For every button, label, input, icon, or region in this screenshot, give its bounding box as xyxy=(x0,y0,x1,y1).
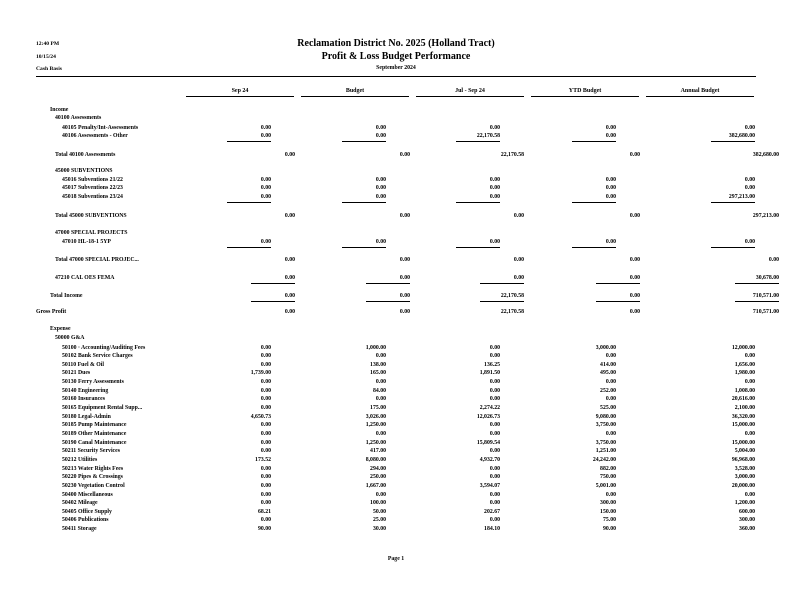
cell-value: 525.00 xyxy=(600,405,616,411)
row-label: 50230 Vegetation Control xyxy=(62,483,125,489)
cell-value: 0.00 xyxy=(260,133,271,139)
cell-value: 22,170.58 xyxy=(500,293,524,299)
cell-value: 0.00 xyxy=(260,440,271,446)
cell-value: 138.00 xyxy=(370,362,386,368)
subtotal-underline xyxy=(735,301,779,302)
row-label: Expense xyxy=(50,326,71,332)
cell-value: 0.00 xyxy=(489,500,500,506)
cell-value: 0.00 xyxy=(605,353,616,359)
cell-value: 4,650.73 xyxy=(250,414,271,420)
cell-value: 0.00 xyxy=(489,353,500,359)
subtotal-underline xyxy=(227,247,271,248)
cell-value: 36,320.00 xyxy=(731,414,755,420)
cell-value: 0.00 xyxy=(489,194,500,200)
cell-value: 1,250.00 xyxy=(365,422,386,428)
cell-value: 710,571.00 xyxy=(752,293,779,299)
cell-value: 0.00 xyxy=(489,431,500,437)
table-row xyxy=(0,274,792,282)
cell-value: 100.00 xyxy=(370,500,386,506)
cell-value: 175.00 xyxy=(370,405,386,411)
table-row xyxy=(0,430,792,438)
cell-value: 12,026.73 xyxy=(476,414,500,420)
row-label: 50165 Equipment Rental Supp... xyxy=(62,405,143,411)
cell-value: 15,809.54 xyxy=(476,440,500,446)
row-label: 47000 SPECIAL PROJECTS xyxy=(55,230,128,236)
cell-value: 3,750.00 xyxy=(595,440,616,446)
cell-value: 0.00 xyxy=(375,353,386,359)
row-label: 40106 Assessments - Other xyxy=(62,133,128,139)
cell-value: 22,170.58 xyxy=(500,152,524,158)
cell-value: 294.00 xyxy=(370,466,386,472)
cell-value: 0.00 xyxy=(284,275,295,281)
row-label: 40100 Assessments xyxy=(55,115,102,121)
subtotal-underline xyxy=(480,283,524,284)
subtotal-underline xyxy=(480,301,524,302)
cell-value: 0.00 xyxy=(489,492,500,498)
cell-value: 0.00 xyxy=(284,293,295,299)
cell-value: 0.00 xyxy=(605,396,616,402)
cell-value: 0.00 xyxy=(399,293,410,299)
subtotal-underline xyxy=(572,141,616,142)
cell-value: 0.00 xyxy=(629,257,640,263)
cell-value: 2,274.22 xyxy=(479,405,500,411)
cell-value: 1,000.00 xyxy=(365,345,386,351)
cell-value: 0.00 xyxy=(489,517,500,523)
table-row xyxy=(0,184,792,192)
row-label: 50110 Fuel & Oil xyxy=(62,362,105,368)
cell-value: 600.00 xyxy=(739,509,755,515)
row-label: 50185 Pump Maintenance xyxy=(62,422,127,428)
subtotal-underline xyxy=(572,202,616,203)
cell-value: 5,004.00 xyxy=(734,448,755,454)
cell-value: 1,980.00 xyxy=(734,370,755,376)
cell-value: 0.00 xyxy=(489,177,500,183)
cell-value: 184.10 xyxy=(484,526,500,532)
cell-value: 0.00 xyxy=(260,405,271,411)
row-label: 50140 Engineering xyxy=(62,388,109,394)
cell-value: 15,000.00 xyxy=(731,440,755,446)
cell-value: 165.00 xyxy=(370,370,386,376)
cell-value: 0.00 xyxy=(284,257,295,263)
subtotal-underline xyxy=(342,141,386,142)
subtotal-underline xyxy=(456,247,500,248)
cell-value: 297,213.00 xyxy=(752,213,779,219)
column-header: Budget xyxy=(301,88,409,97)
row-label: 40105 Penalty/Int-Assessments xyxy=(62,125,139,131)
cell-value: 382,680.00 xyxy=(752,152,779,158)
table-row xyxy=(0,395,792,403)
cell-value: 0.00 xyxy=(605,185,616,191)
row-label: 47010 HL-18-1 5YP xyxy=(62,239,111,245)
cell-value: 0.00 xyxy=(399,309,410,315)
table-row xyxy=(0,456,792,464)
row-label: 50211 Security Services xyxy=(62,448,120,454)
table-row xyxy=(0,308,792,316)
cell-value: 0.00 xyxy=(260,396,271,402)
table-row xyxy=(0,516,792,524)
row-label: 50220 Pipes & Crossings xyxy=(62,474,123,480)
cell-value: 75.00 xyxy=(602,517,616,523)
row-label: 45018 Subventions 23/24 xyxy=(62,194,123,200)
cell-value: 9,080.00 xyxy=(595,414,616,420)
cell-value: 0.00 xyxy=(489,239,500,245)
cell-value: 0.00 xyxy=(744,492,755,498)
section-heading xyxy=(0,114,792,122)
cell-value: 20,616.00 xyxy=(731,396,755,402)
cell-value: 0.00 xyxy=(629,152,640,158)
table-row xyxy=(0,482,792,490)
cell-value: 750.00 xyxy=(600,474,616,480)
row-label: 50406 Publications xyxy=(62,517,109,523)
row-label: 45000 SUBVENTIONS xyxy=(55,168,113,174)
cell-value: 0.00 xyxy=(399,257,410,263)
cell-value: 360.00 xyxy=(739,526,755,532)
table-row xyxy=(0,176,792,184)
cell-value: 0.00 xyxy=(260,177,271,183)
cell-value: 0.00 xyxy=(605,431,616,437)
subtotal-underline xyxy=(227,202,271,203)
row-label: 50121 Dues xyxy=(62,370,91,376)
table-row xyxy=(0,439,792,447)
cell-value: 0.00 xyxy=(260,353,271,359)
cell-value: 710,571.00 xyxy=(752,309,779,315)
cell-value: 68.21 xyxy=(257,509,271,515)
cell-value: 382,680.00 xyxy=(728,133,755,139)
cell-value: 1,250.00 xyxy=(365,440,386,446)
cell-value: 0.00 xyxy=(260,388,271,394)
cell-value: 250.00 xyxy=(370,474,386,480)
cell-value: 136.25 xyxy=(484,362,500,368)
row-label: Total 45000 SUBVENTIONS xyxy=(55,213,127,219)
cell-value: 0.00 xyxy=(629,213,640,219)
table-row xyxy=(0,404,792,412)
cell-value: 15,000.00 xyxy=(731,422,755,428)
cell-value: 0.00 xyxy=(284,213,295,219)
cell-value: 0.00 xyxy=(605,492,616,498)
cell-value: 1,656.00 xyxy=(734,362,755,368)
cell-value: 173.52 xyxy=(255,457,271,463)
subtotal-underline xyxy=(596,301,640,302)
row-label: 50189 Other Maintenance xyxy=(62,431,127,437)
cell-value: 0.00 xyxy=(489,422,500,428)
cell-value: 0.00 xyxy=(260,466,271,472)
cell-value: 96,968.00 xyxy=(731,457,755,463)
cell-value: 3,750.00 xyxy=(595,422,616,428)
row-label: 50213 Water Rights Fees xyxy=(62,466,124,472)
subtotal-underline xyxy=(342,202,386,203)
row-label: 45016 Subventions 21/22 xyxy=(62,177,123,183)
cell-value: 300.00 xyxy=(600,500,616,506)
row-label: 50405 Office Supply xyxy=(62,509,112,515)
cell-value: 8,080.00 xyxy=(365,457,386,463)
row-label: Total 47000 SPECIAL PROJEC... xyxy=(55,257,139,263)
table-row xyxy=(0,369,792,377)
header-divider xyxy=(36,76,756,77)
cell-value: 495.00 xyxy=(600,370,616,376)
cell-value: 0.00 xyxy=(399,152,410,158)
section-heading xyxy=(0,229,792,237)
cell-value: 90.00 xyxy=(257,526,271,532)
table-row xyxy=(0,352,792,360)
cell-value: 90.00 xyxy=(602,526,616,532)
subtotal-underline xyxy=(456,202,500,203)
cell-value: 0.00 xyxy=(489,396,500,402)
cell-value: 20,000.00 xyxy=(731,483,755,489)
cell-value: 0.00 xyxy=(605,194,616,200)
table-row xyxy=(0,132,792,140)
cell-value: 0.00 xyxy=(375,396,386,402)
table-row xyxy=(0,361,792,369)
row-label: 50180 Legal-Admin xyxy=(62,414,111,420)
cell-value: 0.00 xyxy=(744,353,755,359)
cell-value: 12,000.00 xyxy=(731,345,755,351)
cell-value: 0.00 xyxy=(260,345,271,351)
cell-value: 0.00 xyxy=(260,483,271,489)
cell-value: 0.00 xyxy=(375,185,386,191)
table-row xyxy=(0,256,792,264)
cell-value: 1,008.00 xyxy=(734,388,755,394)
cell-value: 0.00 xyxy=(768,257,779,263)
subtotal-underline xyxy=(342,247,386,248)
cell-value: 4,932.70 xyxy=(479,457,500,463)
subtotal-underline xyxy=(572,247,616,248)
cell-value: 3,528.00 xyxy=(734,466,755,472)
cell-value: 0.00 xyxy=(489,474,500,480)
subtotal-underline xyxy=(227,141,271,142)
cell-value: 0.00 xyxy=(629,275,640,281)
cell-value: 0.00 xyxy=(605,125,616,131)
report-basis: Cash Basis xyxy=(36,66,62,72)
row-label: 50000 G&A xyxy=(55,335,85,341)
table-row xyxy=(0,413,792,421)
table-row xyxy=(0,508,792,516)
cell-value: 0.00 xyxy=(744,431,755,437)
row-label: Gross Profit xyxy=(36,309,67,315)
cell-value: 3,000.00 xyxy=(595,345,616,351)
table-row xyxy=(0,292,792,300)
cell-value: 30.00 xyxy=(372,526,386,532)
cell-value: 0.00 xyxy=(744,239,755,245)
table-row xyxy=(0,193,792,201)
row-label: Income xyxy=(50,107,69,113)
cell-value: 1,667.00 xyxy=(365,483,386,489)
cell-value: 0.00 xyxy=(605,177,616,183)
cell-value: 3,026.00 xyxy=(365,414,386,420)
cell-value: 0.00 xyxy=(375,379,386,385)
cell-value: 202.67 xyxy=(484,509,500,515)
table-row xyxy=(0,491,792,499)
subtotal-underline xyxy=(735,283,779,284)
cell-value: 1,200.00 xyxy=(734,500,755,506)
table-row xyxy=(0,124,792,132)
cell-value: 0.00 xyxy=(260,422,271,428)
subtotal-underline xyxy=(711,141,755,142)
row-label: 50190 Canal Maintenance xyxy=(62,440,127,446)
cell-value: 0.00 xyxy=(744,185,755,191)
page-number: Page 1 xyxy=(387,556,405,562)
row-label: 50102 Bank Service Charges xyxy=(62,353,133,359)
cell-value: 0.00 xyxy=(489,345,500,351)
column-header: YTD Budget xyxy=(531,88,639,97)
cell-value: 0.00 xyxy=(260,239,271,245)
table-row xyxy=(0,447,792,455)
report-time: 12:40 PM xyxy=(36,41,60,47)
subtotal-underline xyxy=(596,283,640,284)
section-heading xyxy=(0,167,792,175)
cell-value: 0.00 xyxy=(260,125,271,131)
cell-value: 84.00 xyxy=(372,388,386,394)
table-row xyxy=(0,238,792,246)
row-label: 45017 Subventions 22/23 xyxy=(62,185,123,191)
section-heading xyxy=(0,106,792,114)
cell-value: 0.00 xyxy=(284,309,295,315)
row-label: 50160 Insurances xyxy=(62,396,105,402)
cell-value: 0.00 xyxy=(629,293,640,299)
cell-value: 0.00 xyxy=(399,275,410,281)
column-header: Sep 24 xyxy=(186,88,294,97)
subtotal-underline xyxy=(366,301,410,302)
row-label: 50100 · Accounting/Auditing Fees xyxy=(62,345,146,351)
cell-value: 0.00 xyxy=(260,362,271,368)
table-row xyxy=(0,499,792,507)
cell-value: 0.00 xyxy=(375,177,386,183)
cell-value: 0.00 xyxy=(605,133,616,139)
subtotal-underline xyxy=(366,283,410,284)
cell-value: 0.00 xyxy=(375,133,386,139)
table-row xyxy=(0,387,792,395)
cell-value: 0.00 xyxy=(260,194,271,200)
cell-value: 0.00 xyxy=(489,185,500,191)
table-row xyxy=(0,212,792,220)
cell-value: 25.00 xyxy=(372,517,386,523)
cell-value: 2,100.00 xyxy=(734,405,755,411)
cell-value: 22,170.58 xyxy=(476,133,500,139)
cell-value: 0.00 xyxy=(513,213,524,219)
cell-value: 150.00 xyxy=(600,509,616,515)
cell-value: 0.00 xyxy=(489,448,500,454)
cell-value: 0.00 xyxy=(629,309,640,315)
cell-value: 0.00 xyxy=(489,379,500,385)
cell-value: 1,251.00 xyxy=(595,448,616,454)
row-label: 50130 Ferry Assessments xyxy=(62,379,124,385)
column-header: Annual Budget xyxy=(646,88,754,97)
cell-value: 0.00 xyxy=(260,448,271,454)
report-date: 10/15/24 xyxy=(36,54,56,60)
cell-value: 417.00 xyxy=(370,448,386,454)
cell-value: 0.00 xyxy=(260,185,271,191)
subtotal-underline xyxy=(251,283,295,284)
cell-value: 3,594.07 xyxy=(479,483,500,489)
table-row xyxy=(0,525,792,533)
row-label: Total 40100 Assessments xyxy=(55,152,116,158)
cell-value: 0.00 xyxy=(375,194,386,200)
subtotal-underline xyxy=(251,301,295,302)
table-row xyxy=(0,344,792,352)
row-label: 50212 Utilities xyxy=(62,457,98,463)
report-title: Reclamation District No. 2025 (Holland Tract) xyxy=(297,38,495,49)
row-label: 50411 Storage xyxy=(62,526,97,532)
report-period: September 2024 xyxy=(376,65,416,71)
cell-value: 0.00 xyxy=(489,125,500,131)
row-label: Total Income xyxy=(50,293,83,299)
cell-value: 0.00 xyxy=(260,379,271,385)
cell-value: 0.00 xyxy=(260,474,271,480)
cell-value: 0.00 xyxy=(375,431,386,437)
cell-value: 0.00 xyxy=(489,466,500,472)
cell-value: 0.00 xyxy=(260,492,271,498)
report-subtitle: Profit & Loss Budget Performance xyxy=(321,51,471,62)
cell-value: 300.00 xyxy=(739,517,755,523)
cell-value: 252.00 xyxy=(600,388,616,394)
cell-value: 0.00 xyxy=(260,500,271,506)
section-heading xyxy=(0,334,792,342)
cell-value: 0.00 xyxy=(605,239,616,245)
cell-value: 0.00 xyxy=(744,379,755,385)
cell-value: 0.00 xyxy=(375,125,386,131)
cell-value: 0.00 xyxy=(744,125,755,131)
cell-value: 882.00 xyxy=(600,466,616,472)
row-label: 47210 CAL OES FEMA xyxy=(55,275,115,281)
cell-value: 0.00 xyxy=(489,388,500,394)
cell-value: 0.00 xyxy=(399,213,410,219)
cell-value: 1,739.00 xyxy=(250,370,271,376)
cell-value: 0.00 xyxy=(744,177,755,183)
cell-value: 0.00 xyxy=(513,257,524,263)
subtotal-underline xyxy=(456,141,500,142)
cell-value: 0.00 xyxy=(260,431,271,437)
table-row xyxy=(0,473,792,481)
cell-value: 30,678.00 xyxy=(755,275,779,281)
cell-value: 22,170.58 xyxy=(500,309,524,315)
cell-value: 5,001.00 xyxy=(595,483,616,489)
cell-value: 50.00 xyxy=(372,509,386,515)
cell-value: 0.00 xyxy=(513,275,524,281)
table-row xyxy=(0,421,792,429)
cell-value: 0.00 xyxy=(260,517,271,523)
row-label: 50402 Mileage xyxy=(62,500,98,506)
cell-value: 0.00 xyxy=(605,379,616,385)
row-label: 50400 Miscellaneous xyxy=(62,492,113,498)
cell-value: 3,000.00 xyxy=(734,474,755,480)
table-row xyxy=(0,151,792,159)
subtotal-underline xyxy=(711,202,755,203)
section-heading xyxy=(0,325,792,333)
column-header: Jul - Sep 24 xyxy=(416,88,524,97)
cell-value: 414.00 xyxy=(600,362,616,368)
cell-value: 1,891.50 xyxy=(479,370,500,376)
subtotal-underline xyxy=(711,247,755,248)
table-row xyxy=(0,378,792,386)
cell-value: 0.00 xyxy=(375,239,386,245)
cell-value: 24,242.00 xyxy=(592,457,616,463)
cell-value: 0.00 xyxy=(284,152,295,158)
table-row xyxy=(0,465,792,473)
cell-value: 297,213.00 xyxy=(728,194,755,200)
cell-value: 0.00 xyxy=(375,492,386,498)
